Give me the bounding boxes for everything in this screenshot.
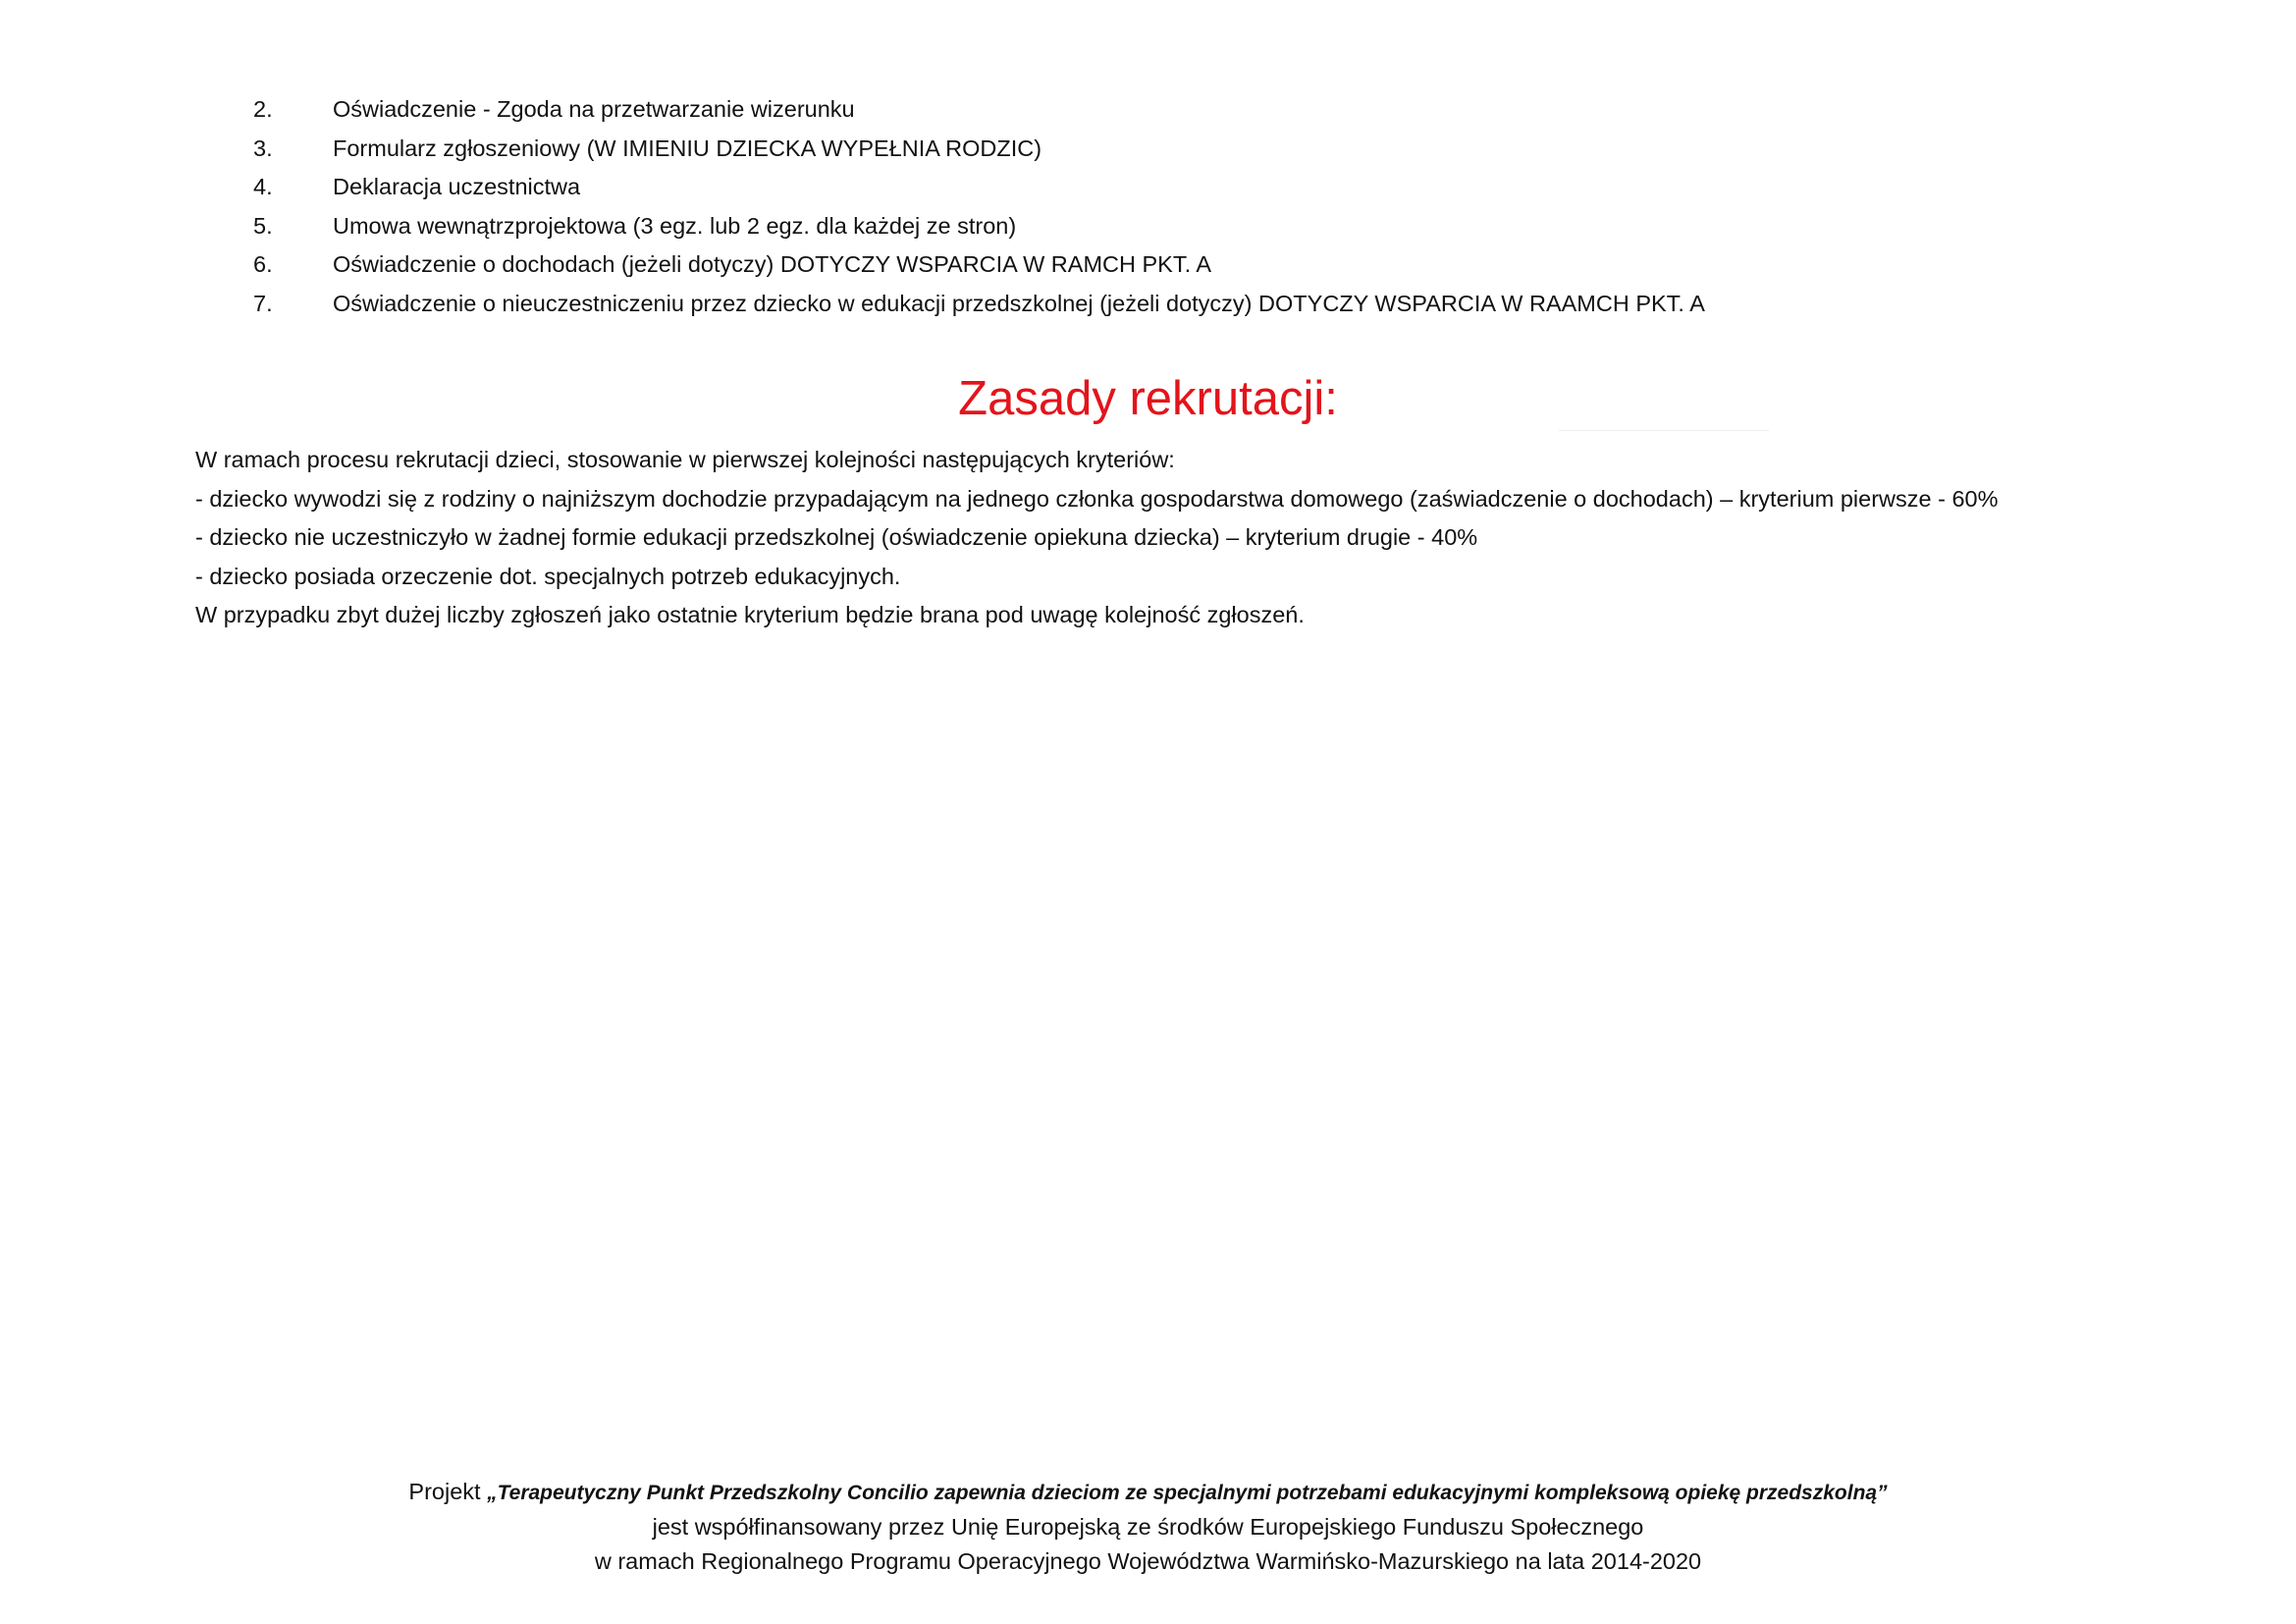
list-item-text: Formularz zgłoszeniowy (W IMIENIU DZIECKA WYPEŁNIA RODZIC) (333, 135, 1042, 161)
recruitment-heading: Zasady rekrutacji: (958, 372, 1338, 425)
list-item-number: 2. (253, 96, 273, 122)
criterion-no-preschool: - dziecko nie uczestniczyło w żadnej formie edukacji przedszkolnej (oświadczenie opiekuna dziecka) – kryterium drugie - 40% (195, 524, 1478, 550)
footer-prefix: Projekt (408, 1479, 488, 1504)
list-item-text: Oświadczenie o nieuczestniczeniu przez dziecko w edukacji przedszkolnej (jeżeli dotyczy) DOTYCZY WSPARCIA W RAAMCH PKT. A (333, 290, 1705, 316)
list-item-number: 6. (253, 251, 273, 277)
list-item (0, 245, 2296, 285)
list-item (0, 207, 2296, 246)
list-item (0, 90, 2296, 130)
list-item (0, 168, 2296, 207)
list-item (0, 130, 2296, 169)
footer-line-1 (0, 1475, 2296, 1510)
list-item-number: 5. (253, 212, 273, 239)
funding-footer (0, 1475, 2296, 1579)
list-item (0, 285, 2296, 324)
list-item-text: Umowa wewnątrzprojektowa (3 egz. lub 2 egz. dla każdej ze stron) (333, 212, 1017, 239)
required-documents-list (0, 90, 2296, 323)
list-item-text: Deklaracja uczestnictwa (333, 174, 581, 199)
footer-line-3: w ramach Regionalnego Programu Operacyjnego Województwa Warmińsko-Mazurskiego na lata 2014-2020 (594, 1548, 1702, 1574)
divider (1559, 430, 1769, 431)
list-item-number: 3. (253, 135, 273, 161)
criterion-special-needs: - dziecko posiada orzeczenie dot. specjalnych potrzeb edukacyjnych. (195, 563, 901, 589)
project-title: „Terapeutyczny Punkt Przedszkolny Concilio zapewnia dzieciom ze specjalnymi potrzebami edukacyjnymi kompleksową opiekę przedszkolną” (487, 1482, 1888, 1504)
footer-line-2: jest współfinansowany przez Unię Europejską ze środków Europejskiego Funduszu Społecznego (652, 1514, 1644, 1540)
list-item-text: Oświadczenie - Zgoda na przetwarzanie wizerunku (333, 96, 855, 122)
criterion-income: - dziecko wywodzi się z rodziny o najniższym dochodzie przypadającym na jednego członka gospodarstwa domowego (zaświadczenie o dochodach) – kryterium pierwsze - 60% (195, 485, 1999, 512)
list-item-number: 4. (253, 174, 273, 199)
recruitment-closing: W przypadku zbyt dużej liczby zgłoszeń jako ostatnie kryterium będzie brana pod uwagę kolejność zgłoszeń. (195, 602, 1305, 627)
recruitment-intro: W ramach procesu rekrutacji dzieci, stosowanie w pierwszej kolejności następujących kryteriów: (195, 447, 1175, 472)
recruitment-rules (195, 441, 2105, 635)
list-item-number: 7. (253, 290, 273, 316)
list-item-text: Oświadczenie o dochodach (jeżeli dotyczy) DOTYCZY WSPARCIA W RAMCH PKT. A (333, 251, 1212, 277)
